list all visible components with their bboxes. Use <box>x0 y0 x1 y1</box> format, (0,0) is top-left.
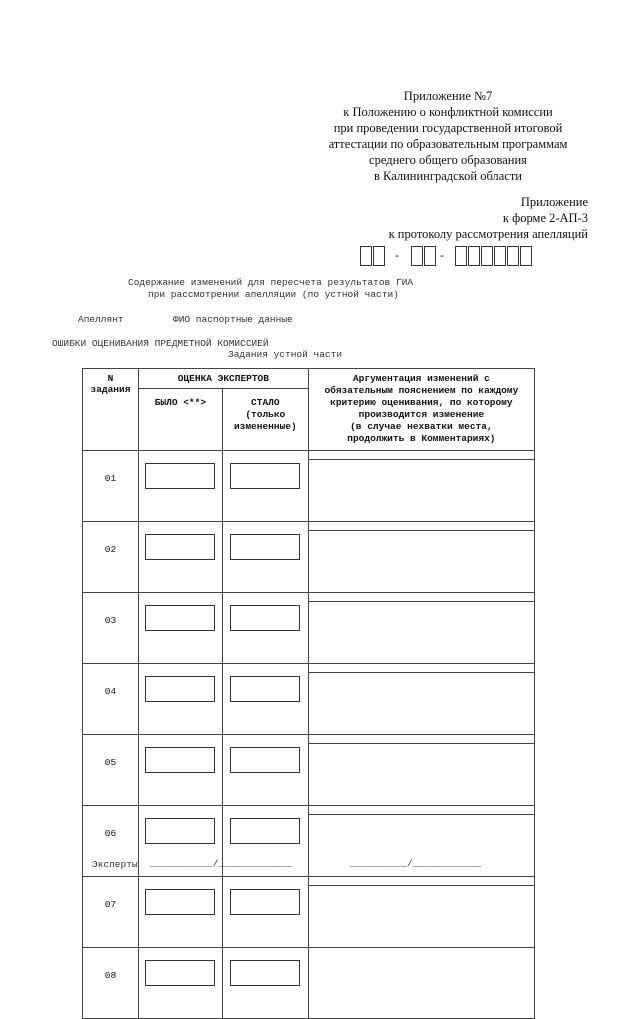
became-score-box[interactable] <box>230 676 300 702</box>
became-score-box[interactable] <box>230 605 300 631</box>
argumentation-field[interactable] <box>308 593 534 664</box>
evaluation-table <box>82 368 535 1019</box>
table-row <box>83 593 535 664</box>
appendix-line: в Калининградской области <box>374 169 522 183</box>
became-cell <box>222 664 308 735</box>
header-experts: ОЦЕНКА ЭКСПЕРТОВ <box>138 369 308 389</box>
task-number: 01 <box>83 451 139 522</box>
argumentation-field[interactable] <box>308 451 534 522</box>
code-cell[interactable] <box>455 246 467 266</box>
task-number: 05 <box>83 735 139 806</box>
code-boxes-group-1[interactable] <box>360 246 386 266</box>
form-appendix-protocol: к протоколу рассмотрения апелляций <box>388 227 588 241</box>
task-number: 07 <box>83 877 139 948</box>
code-cell[interactable] <box>520 246 532 266</box>
section-subtitle: Задания устной части <box>228 349 343 360</box>
expert-signature-2[interactable]: __________/____________ <box>350 858 482 869</box>
was-score-box[interactable] <box>145 676 215 702</box>
code-boxes-group-2[interactable] <box>411 246 437 266</box>
became-cell <box>222 522 308 593</box>
was-cell <box>138 877 222 948</box>
task-number: 06 <box>83 806 139 877</box>
table-row <box>83 522 535 593</box>
was-score-box[interactable] <box>145 463 215 489</box>
appendix-header <box>308 88 588 184</box>
task-number: 02 <box>83 522 139 593</box>
was-score-box[interactable] <box>145 534 215 560</box>
table-row <box>83 735 535 806</box>
experts-label: Эксперты <box>92 859 138 870</box>
appellant-value: ФИО паспортные данные <box>173 314 293 325</box>
was-cell <box>138 735 222 806</box>
became-cell <box>222 948 308 1019</box>
table-row <box>83 664 535 735</box>
argumentation-field[interactable] <box>308 522 534 593</box>
was-score-box[interactable] <box>145 960 215 986</box>
code-cell[interactable] <box>481 246 493 266</box>
header-was: БЫЛО <**> <box>138 389 222 451</box>
was-cell <box>138 451 222 522</box>
became-cell <box>222 451 308 522</box>
code-cell[interactable] <box>507 246 519 266</box>
code-cell[interactable] <box>373 246 385 266</box>
was-cell <box>138 593 222 664</box>
subtitle-line1: Содержание изменений для пересчета результатов ГИА <box>128 277 414 288</box>
form-appendix-header <box>328 194 588 242</box>
became-score-box[interactable] <box>230 534 300 560</box>
code-cell[interactable] <box>411 246 423 266</box>
code-separator: - <box>395 248 399 262</box>
code-separator: - <box>440 248 444 262</box>
appendix-title: Приложение №7 <box>403 89 493 103</box>
header-argumentation: Аргументация изменений с обязательным пояснением по каждому критерию оценивания, по которому производится изменение (в случае нехватки места, продолжить в Комментариях) <box>308 369 534 451</box>
was-cell <box>138 948 222 1019</box>
argumentation-field[interactable] <box>308 948 534 1019</box>
argumentation-field[interactable] <box>308 664 534 735</box>
task-number: 03 <box>83 593 139 664</box>
became-score-box[interactable] <box>230 463 300 489</box>
subtitle-line2: при рассмотрении апелляции (по устной части) <box>148 289 399 300</box>
argumentation-field[interactable] <box>308 735 534 806</box>
was-cell <box>138 522 222 593</box>
code-cell[interactable] <box>360 246 372 266</box>
became-score-box[interactable] <box>230 960 300 986</box>
section-title: ОШИБКИ ОЦЕНИВАНИЯ ПРЕДМЕТНОЙ КОМИССИЕЙ <box>52 338 269 349</box>
task-number: 04 <box>83 664 139 735</box>
became-cell <box>222 877 308 948</box>
table-row <box>83 877 535 948</box>
expert-signature-1[interactable]: ___________/_____________ <box>150 858 293 869</box>
code-cell[interactable] <box>494 246 506 266</box>
was-score-box[interactable] <box>145 605 215 631</box>
became-cell <box>222 735 308 806</box>
was-score-box[interactable] <box>145 889 215 915</box>
was-score-box[interactable] <box>145 747 215 773</box>
code-cell[interactable] <box>468 246 480 266</box>
form-appendix-form: к форме 2-АП-3 <box>502 211 588 225</box>
task-number: 08 <box>83 948 139 1019</box>
became-score-box[interactable] <box>230 889 300 915</box>
became-cell <box>222 593 308 664</box>
appendix-line: к Положению о конфликтной комиссии <box>343 105 553 119</box>
became-score-box[interactable] <box>230 747 300 773</box>
was-score-box[interactable] <box>145 818 215 844</box>
appendix-line: среднего общего образования <box>369 153 527 167</box>
header-became: СТАЛО (только измененные) <box>222 389 308 451</box>
appellant-label: Апеллянт <box>78 314 124 325</box>
code-cell[interactable] <box>424 246 436 266</box>
code-boxes-group-3[interactable] <box>455 246 533 266</box>
header-task-number: N задания <box>83 369 139 451</box>
became-score-box[interactable] <box>230 818 300 844</box>
table-row <box>83 948 535 1019</box>
form-appendix-title: Приложение <box>520 195 588 209</box>
appendix-line: аттестации по образовательным программам <box>328 137 568 151</box>
was-cell <box>138 664 222 735</box>
argumentation-field[interactable] <box>308 877 534 948</box>
table-row <box>83 451 535 522</box>
appendix-line: при проведении государственной итоговой <box>333 121 563 135</box>
